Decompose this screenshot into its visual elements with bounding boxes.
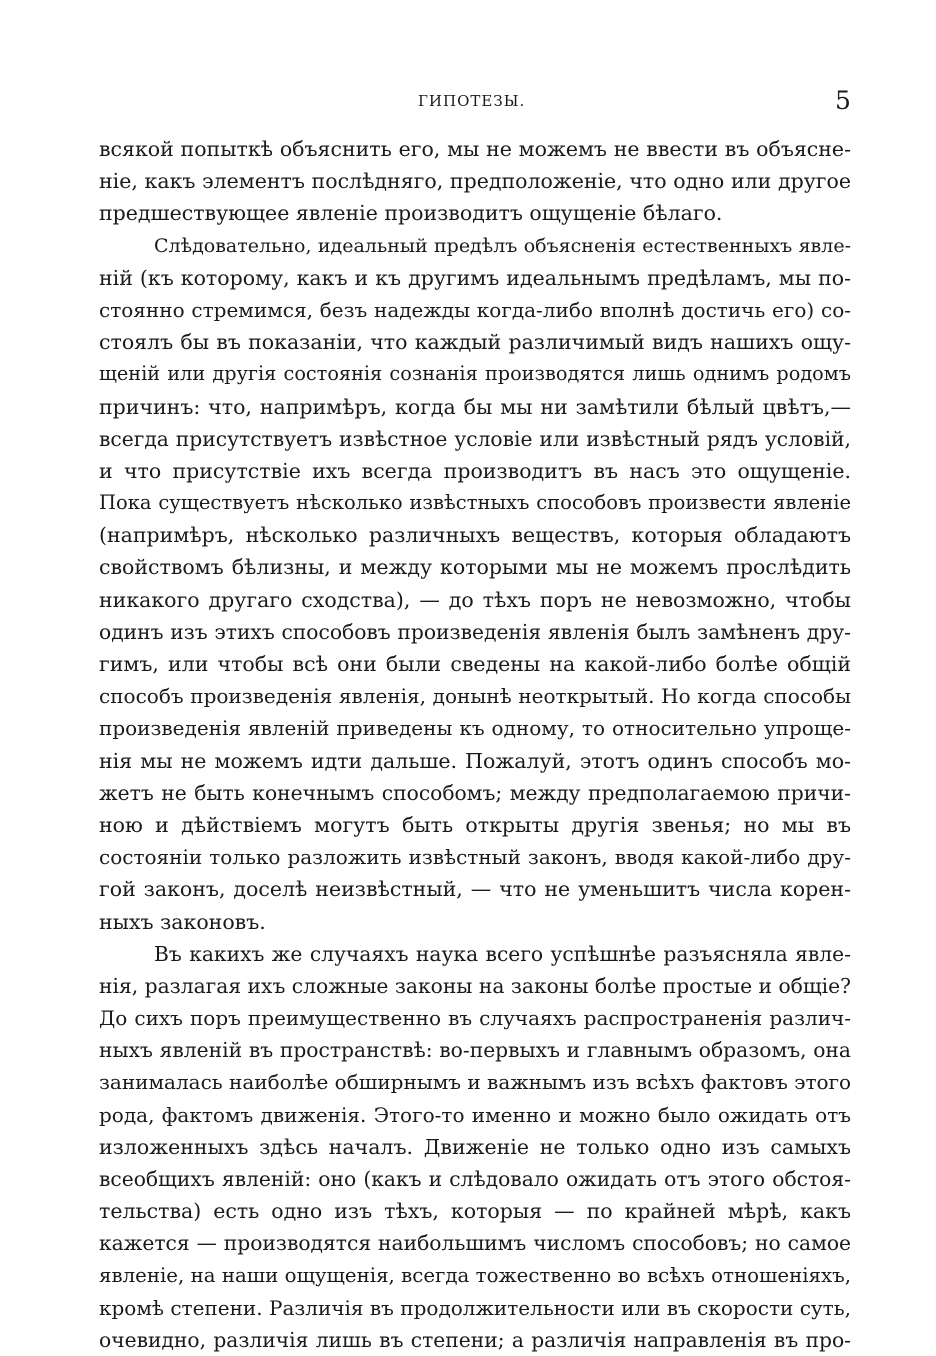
text-line: (напримѣръ, нѣсколько различныхъ веществъ, которыя обладаютъ [99, 523, 851, 548]
text-line: гой законъ, доселѣ неизвѣстный, — что не уменьшитъ числа корен- [99, 877, 851, 902]
text-line: способъ произведенія явленія, донынѣ неоткрытый. Но когда способы [99, 684, 851, 709]
text-line: ній (къ которому, какъ и къ другимъ идеальнымъ предѣламъ, мы по- [99, 265, 851, 290]
text-line: и что присутствіе ихъ всегда производитъ въ насъ это ощущеніе. [99, 458, 851, 483]
text-line: очевидно, различія лишь въ степени; а различія направленія въ про- [99, 1327, 851, 1352]
running-head: ГИПОТЕЗЫ. [418, 92, 526, 110]
text-line: нія мы не можемъ идти дальше. Пожалуй, этотъ одинъ способъ мо- [99, 748, 851, 773]
text-line: предшествующее явленіе производитъ ощущеніе бѣлаго. [99, 201, 723, 226]
text-line: свойствомъ бѣлизны, и между которыми мы не можемъ прослѣдить [99, 555, 851, 580]
text-line: кромѣ степени. Различія въ продолжительности или въ скорости суть, [99, 1295, 851, 1320]
text-line: ныхъ законовъ. [99, 909, 266, 934]
text-line: рода, фактомъ движенія. Этого-то именно и можно было ожидать отъ [99, 1102, 851, 1127]
text-line: занималась наиболѣе обширнымъ и важнымъ изъ всѣхъ фактовъ этого [99, 1070, 851, 1095]
page-number: 5 [835, 86, 851, 115]
text-line: всякой попыткѣ объяснить его, мы не можемъ не ввести въ объясне- [99, 137, 851, 161]
text-line: одинъ изъ этихъ способовъ произведенія явленія былъ замѣненъ дру- [99, 619, 851, 644]
text-line: кажется — производятся наибольшимъ числомъ способовъ; но самое [99, 1231, 851, 1256]
text-line: всегда присутствуетъ извѣстное условіе или извѣстный рядъ условій, [99, 426, 851, 451]
text-line: ніе, какъ элементъ послѣдняго, предположеніе, что одно или другое [99, 169, 851, 194]
paragraph-first-line: Слѣдовательно, идеальный предѣлъ объясненія естественныхъ явле- [154, 234, 851, 257]
text-line: состояніи только разложить извѣстный законъ, вводя какой-либо дру- [99, 845, 851, 870]
text-line: гимъ, или чтобы всѣ они были сведены на какой-либо болѣе общій [99, 652, 851, 676]
text-line: всеобщихъ явленій: оно (какъ и слѣдовало ожидать отъ этого обстоя- [99, 1167, 851, 1191]
text-line: никакого другаго сходства), — до тѣхъ поръ не невозможно, чтобы [99, 587, 851, 612]
text-line: нія, разлагая ихъ сложные законы на законы болѣе простые и общіе? [99, 973, 851, 998]
text-line: До сихъ поръ преимущественно въ случаяхъ распространенія различ- [99, 1006, 851, 1031]
text-line: жетъ не быть конечнымъ способомъ; между предполагаемою причи- [99, 780, 851, 805]
body-text [99, 133, 851, 1356]
text-line: произведенія явленій приведены къ одному, то относительно упроще- [99, 716, 851, 741]
text-line: Пока существуетъ нѣсколько извѣстныхъ способовъ произвести явленіе [99, 491, 851, 515]
text-line: стоянно стремимся, безъ надежды когда-либо вполнѣ достичь его) со- [99, 297, 851, 322]
text-line: щеній или другія состоянія сознанія производятся лишь однимъ родомъ [99, 362, 851, 386]
text-line: изложенныхъ здѣсь началъ. Движеніе не только одно изъ самыхъ [99, 1134, 851, 1159]
text-line: ныхъ явленій въ пространствѣ: во-первыхъ и главнымъ образомъ, она [99, 1038, 851, 1063]
text-line: явленіе, на наши ощущенія, всегда тожественно во всѣхъ отношеніяхъ, [99, 1263, 851, 1287]
text-line: причинъ: что, напримѣръ, когда бы мы ни замѣтили бѣлый цвѣтъ,— [99, 394, 851, 419]
text-line: тельства) есть одно изъ тѣхъ, которыя — по крайней мѣрѣ, какъ [99, 1199, 851, 1224]
paragraph-first-line: Въ какихъ же случаяхъ наука всего успѣшнѣе разъясняла явле- [154, 941, 851, 966]
text-line: стоялъ бы въ показаніи, что каждый различимый видъ нашихъ ощу- [99, 330, 851, 355]
text-line: ною и дѣйствіемъ могутъ быть открыты другія звенья; но мы въ [99, 812, 851, 837]
